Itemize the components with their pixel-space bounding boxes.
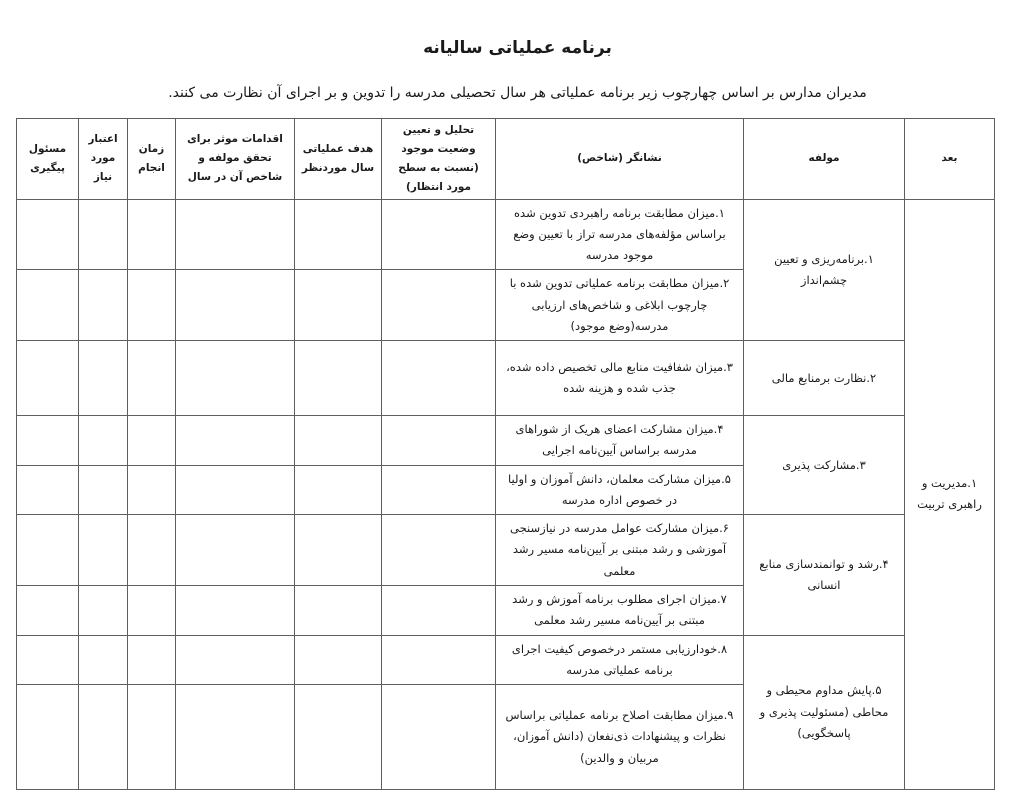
empty-cell-budget xyxy=(79,515,128,586)
empty-cell-analysis xyxy=(382,270,496,341)
empty-cell-actions xyxy=(176,416,295,466)
empty-cell-time xyxy=(128,635,176,685)
header-indicator: نشانگر (شاخص) xyxy=(496,119,744,200)
header-responsible: مسئول پیگیری xyxy=(17,119,79,200)
empty-cell-goal xyxy=(295,416,382,466)
empty-cell-actions xyxy=(176,515,295,586)
annual-operational-plan-table xyxy=(16,118,995,790)
empty-cell-analysis xyxy=(382,685,496,790)
header-goal: هدف عملیاتی سال موردنظر xyxy=(295,119,382,200)
empty-cell-actions xyxy=(176,341,295,416)
empty-cell-responsible xyxy=(17,199,79,270)
header-analysis: تحلیل و تعیین وضعیت موجود (نسبت به سطح مورد انتظار) xyxy=(382,119,496,200)
empty-cell-actions xyxy=(176,465,295,515)
empty-cell-goal xyxy=(295,515,382,586)
indicator-cell-6: ۶.میزان مشارکت عوامل مدرسه در نیازسنجی آموزشی و رشد مبتنی بر آیین‌نامه مسیر رشد معلمی xyxy=(496,515,744,586)
indicator-cell-3: ۳.میزان شفافیت منابع مالی تخصیص داده شده، جذب شده و هزینه شده xyxy=(496,341,744,416)
table-row xyxy=(17,199,995,270)
empty-cell-budget xyxy=(79,635,128,685)
empty-cell-time xyxy=(128,341,176,416)
empty-cell-time xyxy=(128,416,176,466)
component-cell-3: ۳.مشارکت پذیری xyxy=(744,416,905,515)
dimension-cell: ۱.مدیریت و راهبری تربیت xyxy=(905,199,995,790)
component-cell-2: ۲.نظارت برمنابع مالی xyxy=(744,341,905,416)
empty-cell-analysis xyxy=(382,416,496,466)
indicator-cell-2: ۲.میزان مطابقت برنامه عملیاتی تدوین شده با چارچوب ابلاغی و شاخص‌های ارزیابی مدرسه(وضع موجود) xyxy=(496,270,744,341)
empty-cell-responsible xyxy=(17,685,79,790)
empty-cell-time xyxy=(128,270,176,341)
empty-cell-budget xyxy=(79,465,128,515)
empty-cell-actions xyxy=(176,685,295,790)
empty-cell-responsible xyxy=(17,586,79,636)
table-row xyxy=(17,416,995,466)
empty-cell-goal xyxy=(295,341,382,416)
indicator-cell-5: ۵.میزان مشارکت معلمان، دانش آموزان و اولیا در خصوص اداره مدرسه xyxy=(496,465,744,515)
table-row xyxy=(17,515,995,586)
indicator-cell-4: ۴.میزان مشارکت اعضای هریک از شوراهای مدرسه براساس آیین‌نامه اجرایی xyxy=(496,416,744,466)
header-time: زمان انجام xyxy=(128,119,176,200)
header-dimension: بعد xyxy=(905,119,995,200)
empty-cell-analysis xyxy=(382,635,496,685)
header-row xyxy=(17,119,995,200)
page-subtitle: مدیران مدارس بر اساس چهارچوب زیر برنامه عملیاتی هر سال تحصیلی مدرسه را تدوین و بر اجرای آن نظارت می کنند. xyxy=(168,85,867,101)
component-cell-4: ۴.رشد و توانمندسازی منابع انسانی xyxy=(744,515,905,635)
page-title: برنامه عملیاتی سالیانه xyxy=(423,38,612,58)
header-component: مولفه xyxy=(744,119,905,200)
empty-cell-responsible xyxy=(17,465,79,515)
indicator-cell-9: ۹.میزان مطابقت اصلاح برنامه عملیاتی براساس نظرات و پیشنهادات ذی‌نفعان (دانش آموزان، مربیان و والدین) xyxy=(496,685,744,790)
indicator-cell-7: ۷.میزان اجرای مطلوب برنامه آموزش و رشد مبتنی بر آیین‌نامه مسیر رشد معلمی xyxy=(496,586,744,636)
empty-cell-analysis xyxy=(382,465,496,515)
empty-cell-budget xyxy=(79,270,128,341)
empty-cell-analysis xyxy=(382,586,496,636)
indicator-cell-8: ۸.خودارزیابی مستمر درخصوص کیفیت اجرای برنامه عملیاتی مدرسه xyxy=(496,635,744,685)
empty-cell-budget xyxy=(79,685,128,790)
empty-cell-time xyxy=(128,199,176,270)
component-cell-1: ۱.برنامه‌ریزی و تعیین چشم‌انداز xyxy=(744,199,905,341)
empty-cell-actions xyxy=(176,199,295,270)
empty-cell-responsible xyxy=(17,416,79,466)
table-row xyxy=(17,341,995,416)
empty-cell-budget xyxy=(79,341,128,416)
empty-cell-time xyxy=(128,515,176,586)
header-budget: اعتبار مورد نیاز xyxy=(79,119,128,200)
empty-cell-analysis xyxy=(382,199,496,270)
empty-cell-time xyxy=(128,586,176,636)
component-cell-5: ۵.پایش مداوم محیطی و محاطی (مسئولیت پذیری و پاسخگویی) xyxy=(744,635,905,790)
empty-cell-goal xyxy=(295,635,382,685)
empty-cell-time xyxy=(128,465,176,515)
empty-cell-goal xyxy=(295,199,382,270)
empty-cell-actions xyxy=(176,586,295,636)
header-actions: اقدامات موثر برای تحقق مولفه و شاخص آن در سال xyxy=(176,119,295,200)
empty-cell-responsible xyxy=(17,515,79,586)
empty-cell-goal xyxy=(295,586,382,636)
empty-cell-analysis xyxy=(382,515,496,586)
empty-cell-goal xyxy=(295,270,382,341)
empty-cell-time xyxy=(128,685,176,790)
empty-cell-budget xyxy=(79,416,128,466)
empty-cell-budget xyxy=(79,199,128,270)
empty-cell-responsible xyxy=(17,635,79,685)
empty-cell-budget xyxy=(79,586,128,636)
indicator-cell-1: ۱.میزان مطابقت برنامه راهبردی تدوین شده براساس مؤلفه‌های مدرسه تراز با تعیین وضع موجود مدرسه xyxy=(496,199,744,270)
empty-cell-responsible xyxy=(17,270,79,341)
empty-cell-responsible xyxy=(17,341,79,416)
empty-cell-actions xyxy=(176,635,295,685)
empty-cell-goal xyxy=(295,465,382,515)
table-row xyxy=(17,635,995,685)
empty-cell-analysis xyxy=(382,341,496,416)
empty-cell-goal xyxy=(295,685,382,790)
empty-cell-actions xyxy=(176,270,295,341)
